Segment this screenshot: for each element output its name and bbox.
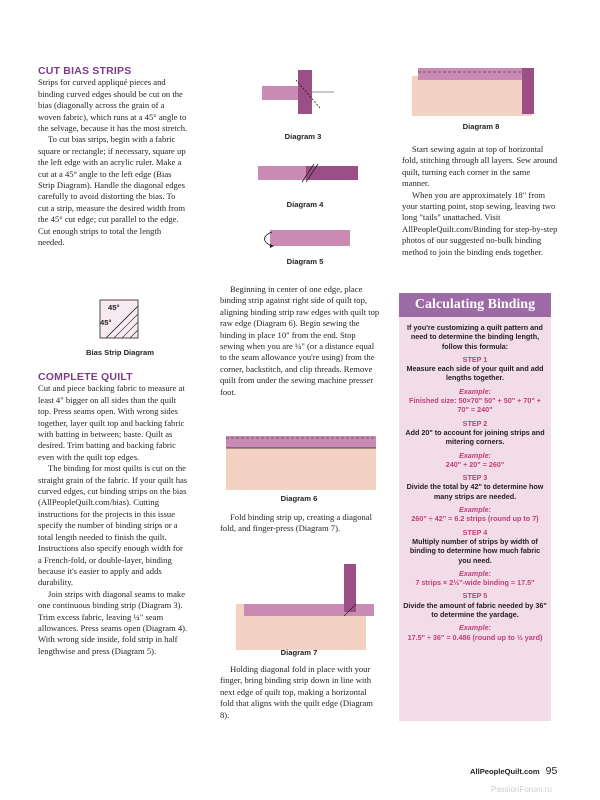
example-label: Example: [459, 450, 491, 460]
page-number: 95 [545, 765, 558, 777]
complete-quilt-heading: COMPLETE QUILT [38, 371, 133, 383]
middle-column-text-2 [220, 512, 380, 535]
diagram-8-caption: Diagram 8 [462, 122, 500, 131]
example-calculation: 260" ÷ 42" = 6.2 strips (round up to 7) [411, 514, 539, 524]
diagram-5-caption: Diagram 5 [286, 257, 324, 266]
example-label: Example: [459, 505, 491, 515]
example-calculation: Finished size: 50×70" 50" + 50" + 70" + 70" = 240" [409, 396, 541, 415]
left-column-lower [38, 372, 188, 657]
bias-intro-paragraph: Strips for curved appliqué pieces and binding curved edges should be cut on the bias (diagonally across the grain of a woven fabric), which runs at a 45° angle to the selvage, because it has the most stretch. [38, 77, 188, 134]
example-calculation: 240" + 20" = 260" [445, 459, 505, 469]
step-label: STEP 2 [462, 418, 488, 428]
bias-instructions-paragraph: To cut bias strips, begin with a fabric square or rectangle; if necessary, square up the left edge with an acrylic ruler. Make a cut at a 45° angle to the left edge (Bias Strip Diagram). Handle the diagonal edges carefully to avoid distorting the bias. To cut a strip, measure the desired width from the 45° cut edge; cut parallel to the edge. Cut enough strips to total the length needed. [38, 134, 186, 248]
diagram-5 [262, 228, 350, 250]
footer-site: AllPeopleQuilt.com [470, 767, 540, 776]
right-column-text [402, 144, 558, 258]
ending-paragraph: When you are approximately 18" from your starting point, stop sewing, leaving two long "tails" unattached. Visit AllPeopleQuilt.com/Binding for step-by-step photos of our suggested no-bulk binding method to join the binding ends together. [402, 189, 558, 257]
middle-column-text-3 [220, 664, 380, 721]
step-text: Measure each side of your quilt and add lengths together. [406, 364, 544, 383]
middle-column-text-1 [220, 284, 380, 398]
example-label: Example: [459, 386, 491, 396]
diagram-6 [226, 432, 376, 490]
cut-bias-strips-heading: CUT BIAS STRIPS [38, 65, 132, 77]
left-column [38, 66, 188, 249]
step-text: Divide the total by 42" to determine how many strips are needed. [406, 482, 544, 501]
watermark: PassionForum.ru [491, 785, 552, 794]
bias-angle-label-top: 45° [108, 303, 120, 312]
calculating-binding-sidebar [399, 293, 551, 721]
sew-binding-paragraph: Beginning in center of one edge, place binding strip against right side of quilt top, aligning binding strip raw edges with quilt top raw edge (Diagram 6). Begin sewing the binding in place 10" from the end. Stop sewing when you are ¼" (or a distance equal to the seam allowance you're using) from the corner, backstitch, and clip threads. Remove quilt from under the sewing machine presser foot. [220, 284, 380, 397]
diagram-4-caption: Diagram 4 [286, 200, 324, 209]
step-label: STEP 5 [462, 591, 488, 601]
step-text: Add 20" to account for joining strips and mitering corners. [405, 427, 545, 447]
example-label: Example: [459, 568, 491, 578]
step-text: Divide the amount of fabric needed by 36" to determine the yardage. [403, 600, 547, 620]
diagram-3 [262, 70, 334, 128]
sidebar-body [399, 317, 551, 642]
step-label: STEP 1 [462, 354, 488, 364]
fold-binding-paragraph: Fold binding strip up, creating a diagonal fold, and finger-press (Diagram 7). [220, 512, 373, 534]
diagonal-fold-paragraph: Holding diagonal fold in place with your finger, bring binding strip down in line with next edge of quilt top, making a horizontal fold that aligns with the quilt edge (Diagram 8). [220, 664, 373, 720]
example-calculation: 7 strips × 2½"-wide binding = 17.5" [415, 578, 535, 588]
diagram-7 [226, 560, 376, 650]
step-label: STEP 3 [462, 473, 488, 483]
join-strips-paragraph: Join strips with diagonal seams to make one continuous binding strip (Diagram 3). Trim excess fabric, leaving ¼" seam allowances. Press seams open (Diagram 4). With wrong side inside, fold strip in half lengthwise and press (Diagram 5). [38, 588, 188, 656]
step-label: STEP 4 [462, 527, 488, 537]
bias-strip-diagram-caption: Bias Strip Diagram [86, 348, 154, 357]
diagram-4 [258, 160, 358, 186]
binding-paragraph: The binding for most quilts is cut on the straight grain of the fabric. If your quilt has curved edges, cut binding strips on the bias (AllPeopleQuilt.com/bias). Cutting instructions for the projects in this issue specify the number of binding strips or a total length needed to finish the quilt. Instructions also specify enough width for a French-fold, or double-layer, binding because it's easier to apply and adds durability. [38, 463, 188, 588]
diagram-7-caption: Diagram 7 [280, 648, 318, 657]
bias-angle-label-left: 45° [100, 318, 112, 327]
example-label: Example: [459, 623, 491, 633]
sidebar-intro: If you're customizing a quilt pattern and need to determine the binding length, follow this formula: [407, 323, 543, 351]
diagram-6-caption: Diagram 6 [280, 494, 318, 503]
backing-paragraph: Cut and piece backing fabric to measure at least 4" bigger on all sides than the quilt top. Press seams open. With wrong sides together, layer quilt top and backing fabric with batting in between; baste. Quilt as desired. Trim batting and backing fabric even with the quilt top edges. [38, 383, 185, 462]
diagram-8 [412, 66, 542, 116]
start-sewing-paragraph: Start sewing again at top of horizontal fold, stitching through all layers. Sew around quilt, turning each corner in the same manner. [402, 144, 558, 189]
example-calculation: 17.5" ÷ 36" = 0.486 (round up to ½ yard) [407, 632, 543, 642]
step-text: Multiply number of strips by width of binding to determine how much fabric you need. [409, 536, 541, 565]
page-footer [470, 765, 557, 777]
diagram-3-caption: Diagram 3 [284, 132, 322, 141]
sidebar-title: Calculating Binding [399, 293, 551, 317]
